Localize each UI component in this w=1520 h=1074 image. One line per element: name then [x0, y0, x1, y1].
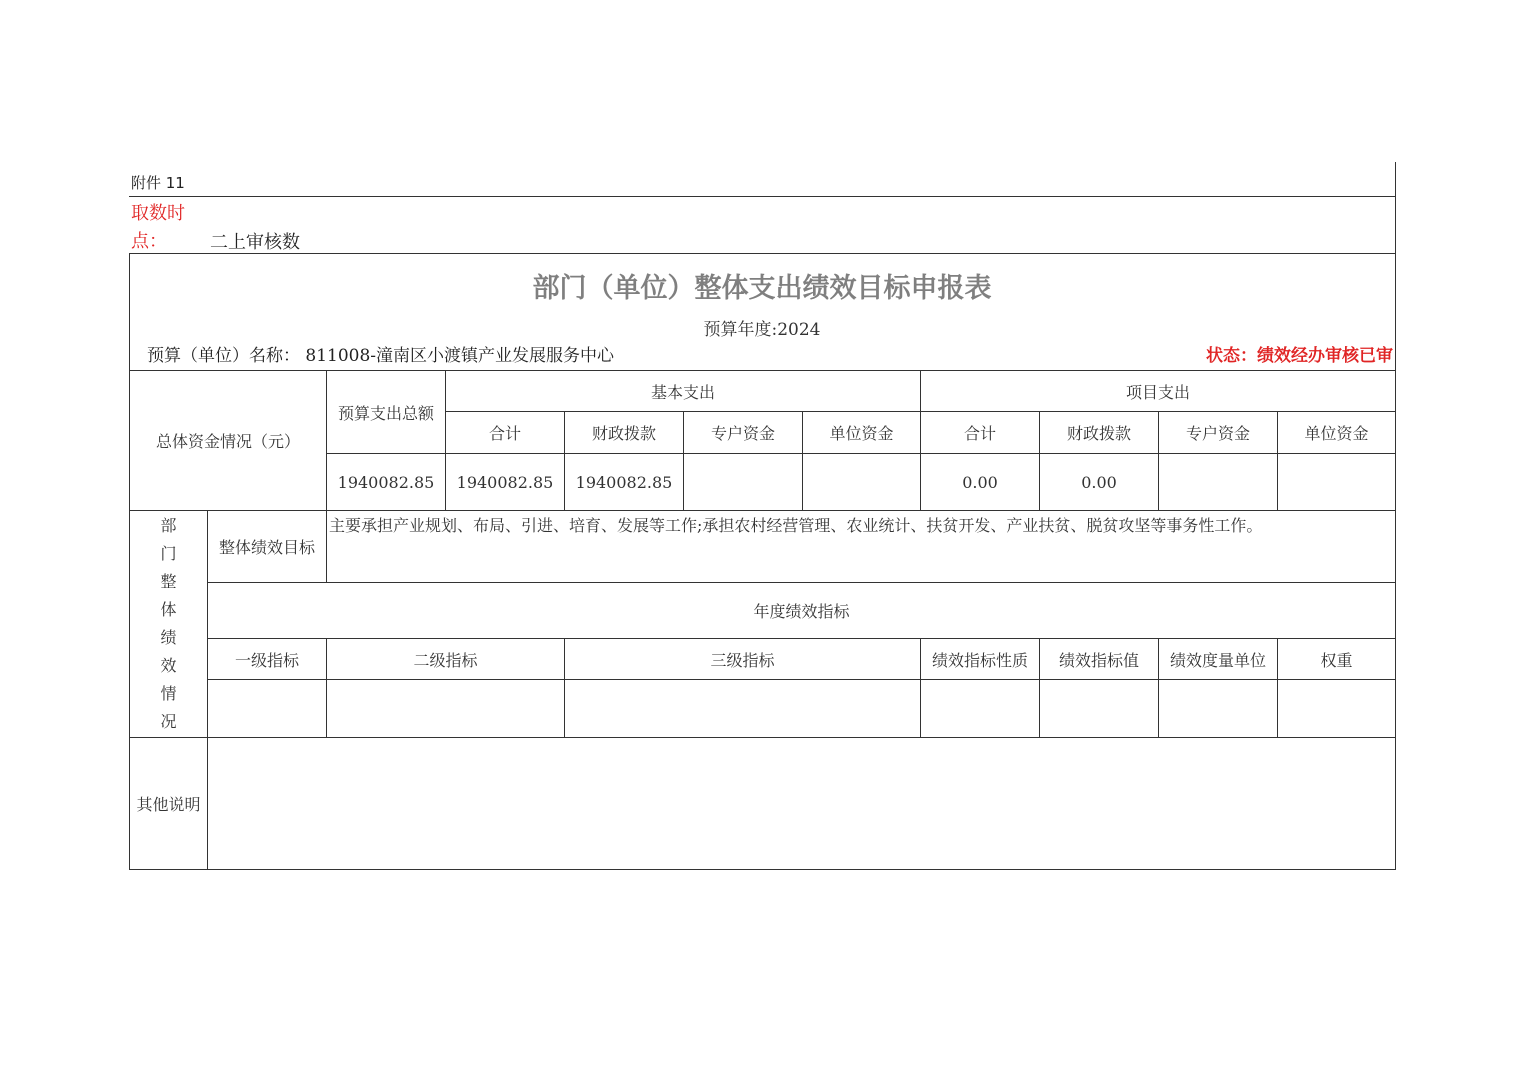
- unit-name: 预算（单位）名称： 811008-潼南区小渡镇产业发展服务中心: [147, 346, 615, 366]
- ind-header-value: 绩效指标值: [1058, 650, 1139, 670]
- fetch-time-label: [131, 200, 185, 256]
- performance-side-label: [130, 511, 207, 737]
- subheader-basic-total: 合计: [488, 424, 521, 443]
- subheader-project-total: 合计: [963, 424, 996, 443]
- annual-indicators-header: 年度绩效指标: [753, 602, 850, 621]
- rule-title-top: [129, 253, 1396, 254]
- rule-top-header: [129, 196, 1396, 197]
- subheader-project-unit: 单位资金: [1304, 424, 1369, 443]
- value-basic-total: 1940082.85: [456, 472, 554, 492]
- rule-indicator-header-bottom: [207, 679, 1396, 680]
- value-project-special: [1159, 454, 1277, 510]
- value-basic-unit: [803, 454, 920, 510]
- side-char: 况: [160, 712, 177, 731]
- rule-table-bottom: [129, 869, 1396, 870]
- side-char: 体: [160, 600, 177, 619]
- rule-right-edge: [1395, 162, 1396, 870]
- side-char: 部: [160, 516, 177, 535]
- ind-header-weight: 权重: [1320, 650, 1353, 670]
- side-char: 绩: [160, 628, 177, 647]
- value-project-fiscal: 0.00: [1081, 472, 1117, 492]
- other-notes-content: [208, 738, 1395, 869]
- total-budget-header: 预算支出总额: [337, 403, 434, 423]
- other-notes-label: 其他说明: [136, 795, 201, 814]
- fetch-time-value: 二上审核数: [210, 232, 300, 253]
- side-char: 整: [160, 572, 177, 591]
- subheader-basic-fiscal: 财政拨款: [591, 424, 656, 443]
- ind-header-nature: 绩效指标性质: [931, 650, 1028, 670]
- value-project-total: 0.00: [962, 472, 998, 492]
- basic-expense-header: 基本支出: [650, 382, 715, 402]
- subheader-project-fiscal: 财政拨款: [1066, 424, 1131, 443]
- budget-year: 预算年度:2024: [703, 319, 821, 340]
- side-char: 门: [160, 544, 177, 563]
- rule-col-b-goal: [326, 510, 327, 582]
- side-char: 情: [160, 684, 177, 703]
- fetch-time-label-line2: 点：: [131, 231, 167, 252]
- overall-goal-text: 主要承担产业规划、布局、引进、培育、发展等工作;承担农村经营管理、农业统计、扶贫开发、产业扶贫、脱贫攻坚等事务性工作。: [329, 516, 1263, 535]
- overall-goal-label: 整体绩效目标: [218, 538, 315, 557]
- side-char: 效: [160, 656, 177, 675]
- total-budget-value: 1940082.85: [337, 472, 435, 492]
- value-basic-special: [684, 454, 802, 510]
- status-badge: 状态：绩效经办审核已审: [1206, 346, 1393, 366]
- fetch-time-label-line1: 取数时: [131, 203, 185, 224]
- subheader-basic-unit: 单位资金: [829, 424, 894, 443]
- subheader-project-special: 专户资金: [1185, 424, 1250, 443]
- ind-header-level1: 一级指标: [234, 650, 299, 670]
- value-project-unit: [1278, 454, 1395, 510]
- ind-header-level3: 三级指标: [710, 650, 775, 670]
- ind-header-unit: 绩效度量单位: [1169, 650, 1266, 670]
- report-title: 部门（单位）整体支出绩效目标申报表: [532, 272, 992, 304]
- subheader-basic-special: 专户资金: [710, 424, 775, 443]
- attachment-label: 附件 11: [131, 174, 185, 192]
- funds-row-label: 总体资金情况（元）: [155, 432, 300, 451]
- ind-header-level2: 二级指标: [413, 650, 478, 670]
- value-basic-fiscal: 1940082.85: [575, 472, 673, 492]
- project-expense-header: 项目支出: [1125, 382, 1190, 402]
